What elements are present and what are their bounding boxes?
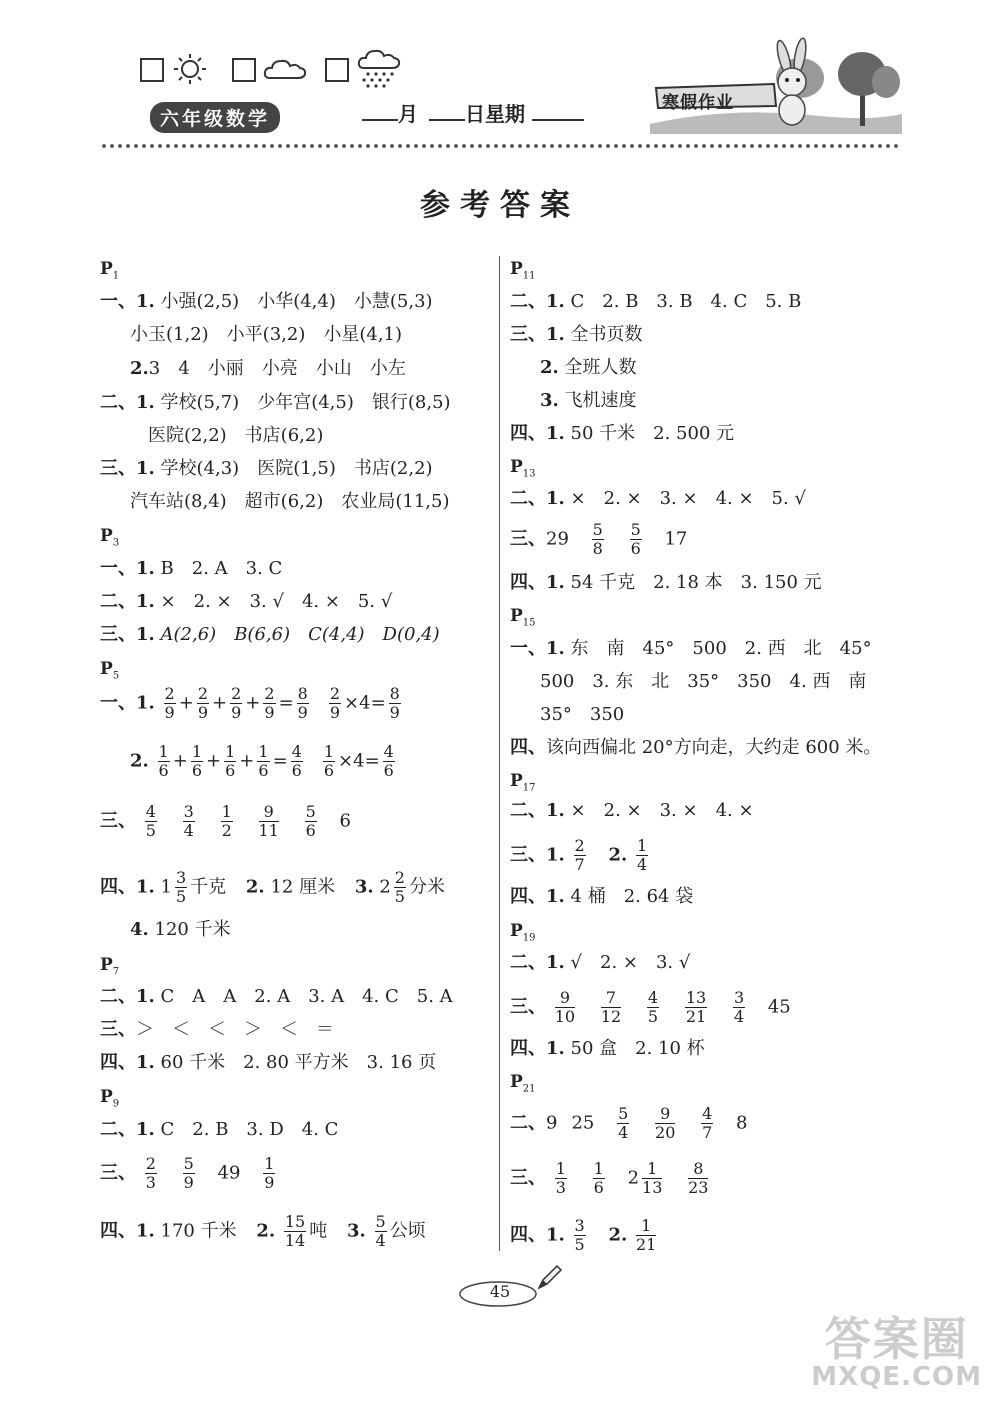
answer-line: 500 3. 东 北 35° 350 4. 西 南 <box>540 671 867 692</box>
answer-line: 4. 120 千米 <box>130 919 231 940</box>
answer-line: 二、1. 学校(5,7) 少年宫(4,5) 银行(8,5) <box>100 392 451 413</box>
answer-line: 3. 飞机速度 <box>540 390 637 411</box>
page-number: 45 <box>489 1282 511 1301</box>
page-ref-p5: $P_5$ <box>100 659 120 682</box>
answer-line: 三、＞ ＜ ＜ ＞ ＜ ＝ <box>100 1019 334 1040</box>
fraction: $\frac{5}{4}$ <box>618 1104 629 1142</box>
day-week-label: 日星期 <box>464 102 525 126</box>
fraction: $\frac{9}{11}$ <box>258 802 279 840</box>
fraction: $\frac{2}{7}$ <box>574 836 585 874</box>
fraction: $\frac{9}{20}$ <box>655 1104 676 1142</box>
fraction: $\frac{3}{5}$ <box>175 868 187 906</box>
answer-line: 三、1. 全书页数 <box>510 324 643 345</box>
fraction: $\frac{1}{9}$ <box>264 1154 275 1192</box>
fraction: $\frac{1}{2}$ <box>221 802 232 840</box>
answer-line: 35° 350 <box>540 704 625 725</box>
fraction: $\frac{2}{9}$ <box>197 684 208 722</box>
page-title: 参考答案 <box>420 188 580 223</box>
header-dotted-divider <box>100 143 900 149</box>
watermark-logo: 答案圈 <box>824 1312 969 1366</box>
fraction: $\frac{2}{9}$ <box>264 684 275 722</box>
answer-line: 2.3 4 小丽 小亮 小山 小左 <box>130 358 406 379</box>
answer-line: 三、1. 学校(4,3) 医院(1,5) 书店(2,2) <box>100 458 433 479</box>
fraction: $\frac{8}{23}$ <box>688 1159 709 1197</box>
fraction: $\frac{2}{9}$ <box>164 684 175 722</box>
watermark <box>811 1312 982 1392</box>
rain-icon <box>356 48 402 88</box>
fraction-line: 三、 $\frac{1}{3}$ $\frac{1}{6}$ 2 $\frac{1}{13}$ $\frac{8}{23}$ <box>510 1159 709 1197</box>
answer-line: 二、1. × 2. × 3. × 4. × <box>510 800 754 821</box>
page-ref-p21: $P_{21}$ <box>510 1072 536 1095</box>
watermark-url: MXQE.COM <box>811 1362 982 1392</box>
page-ref-p7: $P_7$ <box>100 955 120 978</box>
answer-line: 二、1. C 2. B 3. B 4. C 5. B <box>510 291 802 312</box>
date-checkbox-cloudy[interactable] <box>232 58 256 82</box>
column-divider <box>499 256 500 1251</box>
grade-subject-badge: 六年级数学 <box>150 102 280 133</box>
page-ref-p19: $P_{19}$ <box>510 921 536 944</box>
answer-line: 二、1. × 2. × 3. √ 4. × 5. √ <box>100 591 393 612</box>
answer-line: 四、1. 50 千米 2. 500 元 <box>510 423 735 444</box>
fraction: $\frac{5}{9}$ <box>183 1154 194 1192</box>
fraction: $\frac{3}{4}$ <box>183 802 194 840</box>
fraction-line: 三、 $\frac{9}{10}$ $\frac{7}{12}$ $\frac{4}{5}$ $\frac{13}{21}$ $\frac{3}{4}$ 45 <box>510 988 791 1026</box>
answer-line: 汽车站(8,4) 超市(6,2) 农业局(11,5) <box>130 491 450 512</box>
answer-line: 二、1. C A A 2. A 3. A 4. C 5. A <box>100 986 453 1007</box>
fraction: $\frac{4}{5}$ <box>145 802 156 840</box>
fraction-line: 四、1. 170 千米 2. $\frac{15}{14}$ 吨 3. $\frac{5}{4}$ 公顷 <box>100 1212 426 1250</box>
page-ref-p17: $P_{17}$ <box>510 771 536 794</box>
fraction: $\frac{1}{21}$ <box>635 1216 657 1254</box>
answer-line: 2. 全班人数 <box>540 357 637 378</box>
fraction-line: 二、9 25 $\frac{5}{4}$ $\frac{9}{20}$ $\frac{4}{7}$ 8 <box>510 1104 748 1142</box>
answer-line: 三、1. A(2,6) B(6,6) C(4,4) D(0,4) <box>100 624 440 645</box>
fraction-line: 三、 $\frac{2}{3}$ $\frac{5}{9}$ 49 $\frac{1}{9}$ <box>100 1154 275 1192</box>
fraction-line: 三、29 $\frac{5}{8}$ $\frac{5}{6}$ 17 <box>510 520 688 558</box>
page-ref-p13: $P_{13}$ <box>510 457 536 480</box>
page-ref-p11: $P_{11}$ <box>510 259 536 282</box>
page-ref-p1: $P_1$ <box>100 259 120 282</box>
answer-line: 一、1. B 2. A 3. C <box>100 558 283 579</box>
day-blank[interactable] <box>429 101 465 121</box>
answer-line: 二、1. C 2. B 3. D 4. C <box>100 1119 339 1140</box>
fraction: $\frac{1}{6}$ <box>158 742 169 780</box>
page-ref-p3: $P_3$ <box>100 526 120 549</box>
fraction: $\frac{2}{9}$ <box>329 684 341 722</box>
fraction: $\frac{5}{4}$ <box>375 1212 386 1250</box>
fraction: $\frac{1}{4}$ <box>636 836 648 874</box>
weekday-blank[interactable] <box>532 101 584 121</box>
equation-line: 2. $\frac{1}{6}$ + $\frac{1}{6}$ + $\frac{1}{6}$ + $\frac{1}{6}$ = $\frac{4}{6}$ $\frac{1}{6}$ ×4= $\frac{4}{6}$ <box>130 742 394 780</box>
equation-line: 一、1. $\frac{2}{9}$ + $\frac{2}{9}$ + $\frac{2}{9}$ + $\frac{2}{9}$ = $\frac{8}{9}$ $\frac{2}{9}$ ×4= $\frac{8}{9}$ <box>100 684 400 722</box>
rabbit-icon <box>775 37 809 125</box>
date-checkbox-rainy[interactable] <box>325 58 349 82</box>
fraction-line: 四、1. 1 $\frac{3}{5}$ 千克 2. 12 厘米 3. 2 $\frac{2}{5}$ 分米 <box>100 868 445 906</box>
answer-line: 四、1. 60 千米 2. 80 平方米 3. 16 页 <box>100 1052 437 1073</box>
fraction: $\frac{15}{14}$ <box>284 1212 306 1250</box>
fraction: $\frac{3}{5}$ <box>574 1216 585 1254</box>
month-blank[interactable] <box>362 101 398 121</box>
fraction: $\frac{5}{8}$ <box>592 520 603 558</box>
holiday-banner-illustration <box>650 36 902 134</box>
page-ref-p9: $P_9$ <box>100 1087 120 1110</box>
answer-line: 四、该向西偏北 20°方向走，大约走 600 米。 <box>510 737 882 758</box>
fraction: $\frac{4}{7}$ <box>702 1104 713 1142</box>
page-ref-p15: $P_{15}$ <box>510 606 536 629</box>
answer-line: 一、1. 小强(2,5) 小华(4,4) 小慧(5,3) <box>100 291 433 312</box>
fraction: $\frac{8}{9}$ <box>297 684 308 722</box>
answer-line: 四、1. 54 千克 2. 18 本 3. 150 元 <box>510 572 822 593</box>
sun-icon <box>170 52 210 86</box>
date-checkbox-sunny[interactable] <box>140 58 164 82</box>
answer-line: 四、1. 50 盒 2. 10 杯 <box>510 1038 705 1059</box>
pencil-icon <box>535 1262 565 1292</box>
fraction-line: 三、1. $\frac{2}{7}$ 2. $\frac{1}{4}$ <box>510 836 648 874</box>
fraction: $\frac{4}{6}$ <box>383 742 394 780</box>
fraction: $\frac{2}{3}$ <box>145 1154 156 1192</box>
answer-line: 一、1. 东 南 45° 500 2. 西 北 45° <box>510 638 872 659</box>
header <box>0 0 1000 150</box>
answer-line: 二、1. √ 2. × 3. √ <box>510 952 691 973</box>
fraction: $\frac{1}{13}$ <box>642 1159 663 1197</box>
fraction: $\frac{5}{6}$ <box>630 520 641 558</box>
answer-line: 四、1. 4 桶 2. 64 袋 <box>510 886 694 907</box>
fraction: $\frac{3}{4}$ <box>733 988 745 1026</box>
answer-line: 医院(2,2) 书店(6,2) <box>148 425 324 446</box>
answer-line: 二、1. × 2. × 3. × 4. × 5. √ <box>510 488 806 509</box>
fraction: $\frac{1}{3}$ <box>555 1159 566 1197</box>
banner-text: 寒假作业 <box>662 93 734 113</box>
fraction: $\frac{1}{6}$ <box>258 742 269 780</box>
fraction: $\frac{8}{9}$ <box>389 684 400 722</box>
fraction: $\frac{1}{6}$ <box>593 1159 604 1197</box>
fraction: $\frac{13}{21}$ <box>685 988 707 1026</box>
fraction: $\frac{2}{9}$ <box>231 684 242 722</box>
answer-line: 小玉(1,2) 小平(3,2) 小星(4,1) <box>130 324 403 345</box>
fraction: $\frac{1}{6}$ <box>225 742 236 780</box>
fraction: $\frac{4}{5}$ <box>647 988 659 1026</box>
fraction: $\frac{5}{6}$ <box>305 802 316 840</box>
fraction-line: 三、 $\frac{4}{5}$ $\frac{3}{4}$ $\frac{1}{2}$ $\frac{9}{11}$ $\frac{5}{6}$ 6 <box>100 802 351 840</box>
fraction: $\frac{1}{6}$ <box>191 742 202 780</box>
date-line <box>362 98 584 127</box>
fraction: $\frac{2}{5}$ <box>394 868 405 906</box>
fraction: $\frac{7}{12}$ <box>600 988 622 1026</box>
cloud-icon <box>262 56 308 82</box>
fraction: $\frac{4}{6}$ <box>291 742 302 780</box>
month-label: 月 <box>398 102 418 126</box>
fraction: $\frac{1}{6}$ <box>323 742 335 780</box>
fraction: $\frac{9}{10}$ <box>554 988 576 1026</box>
fraction-line: 四、1. $\frac{3}{5}$ 2. $\frac{1}{21}$ <box>510 1216 657 1254</box>
